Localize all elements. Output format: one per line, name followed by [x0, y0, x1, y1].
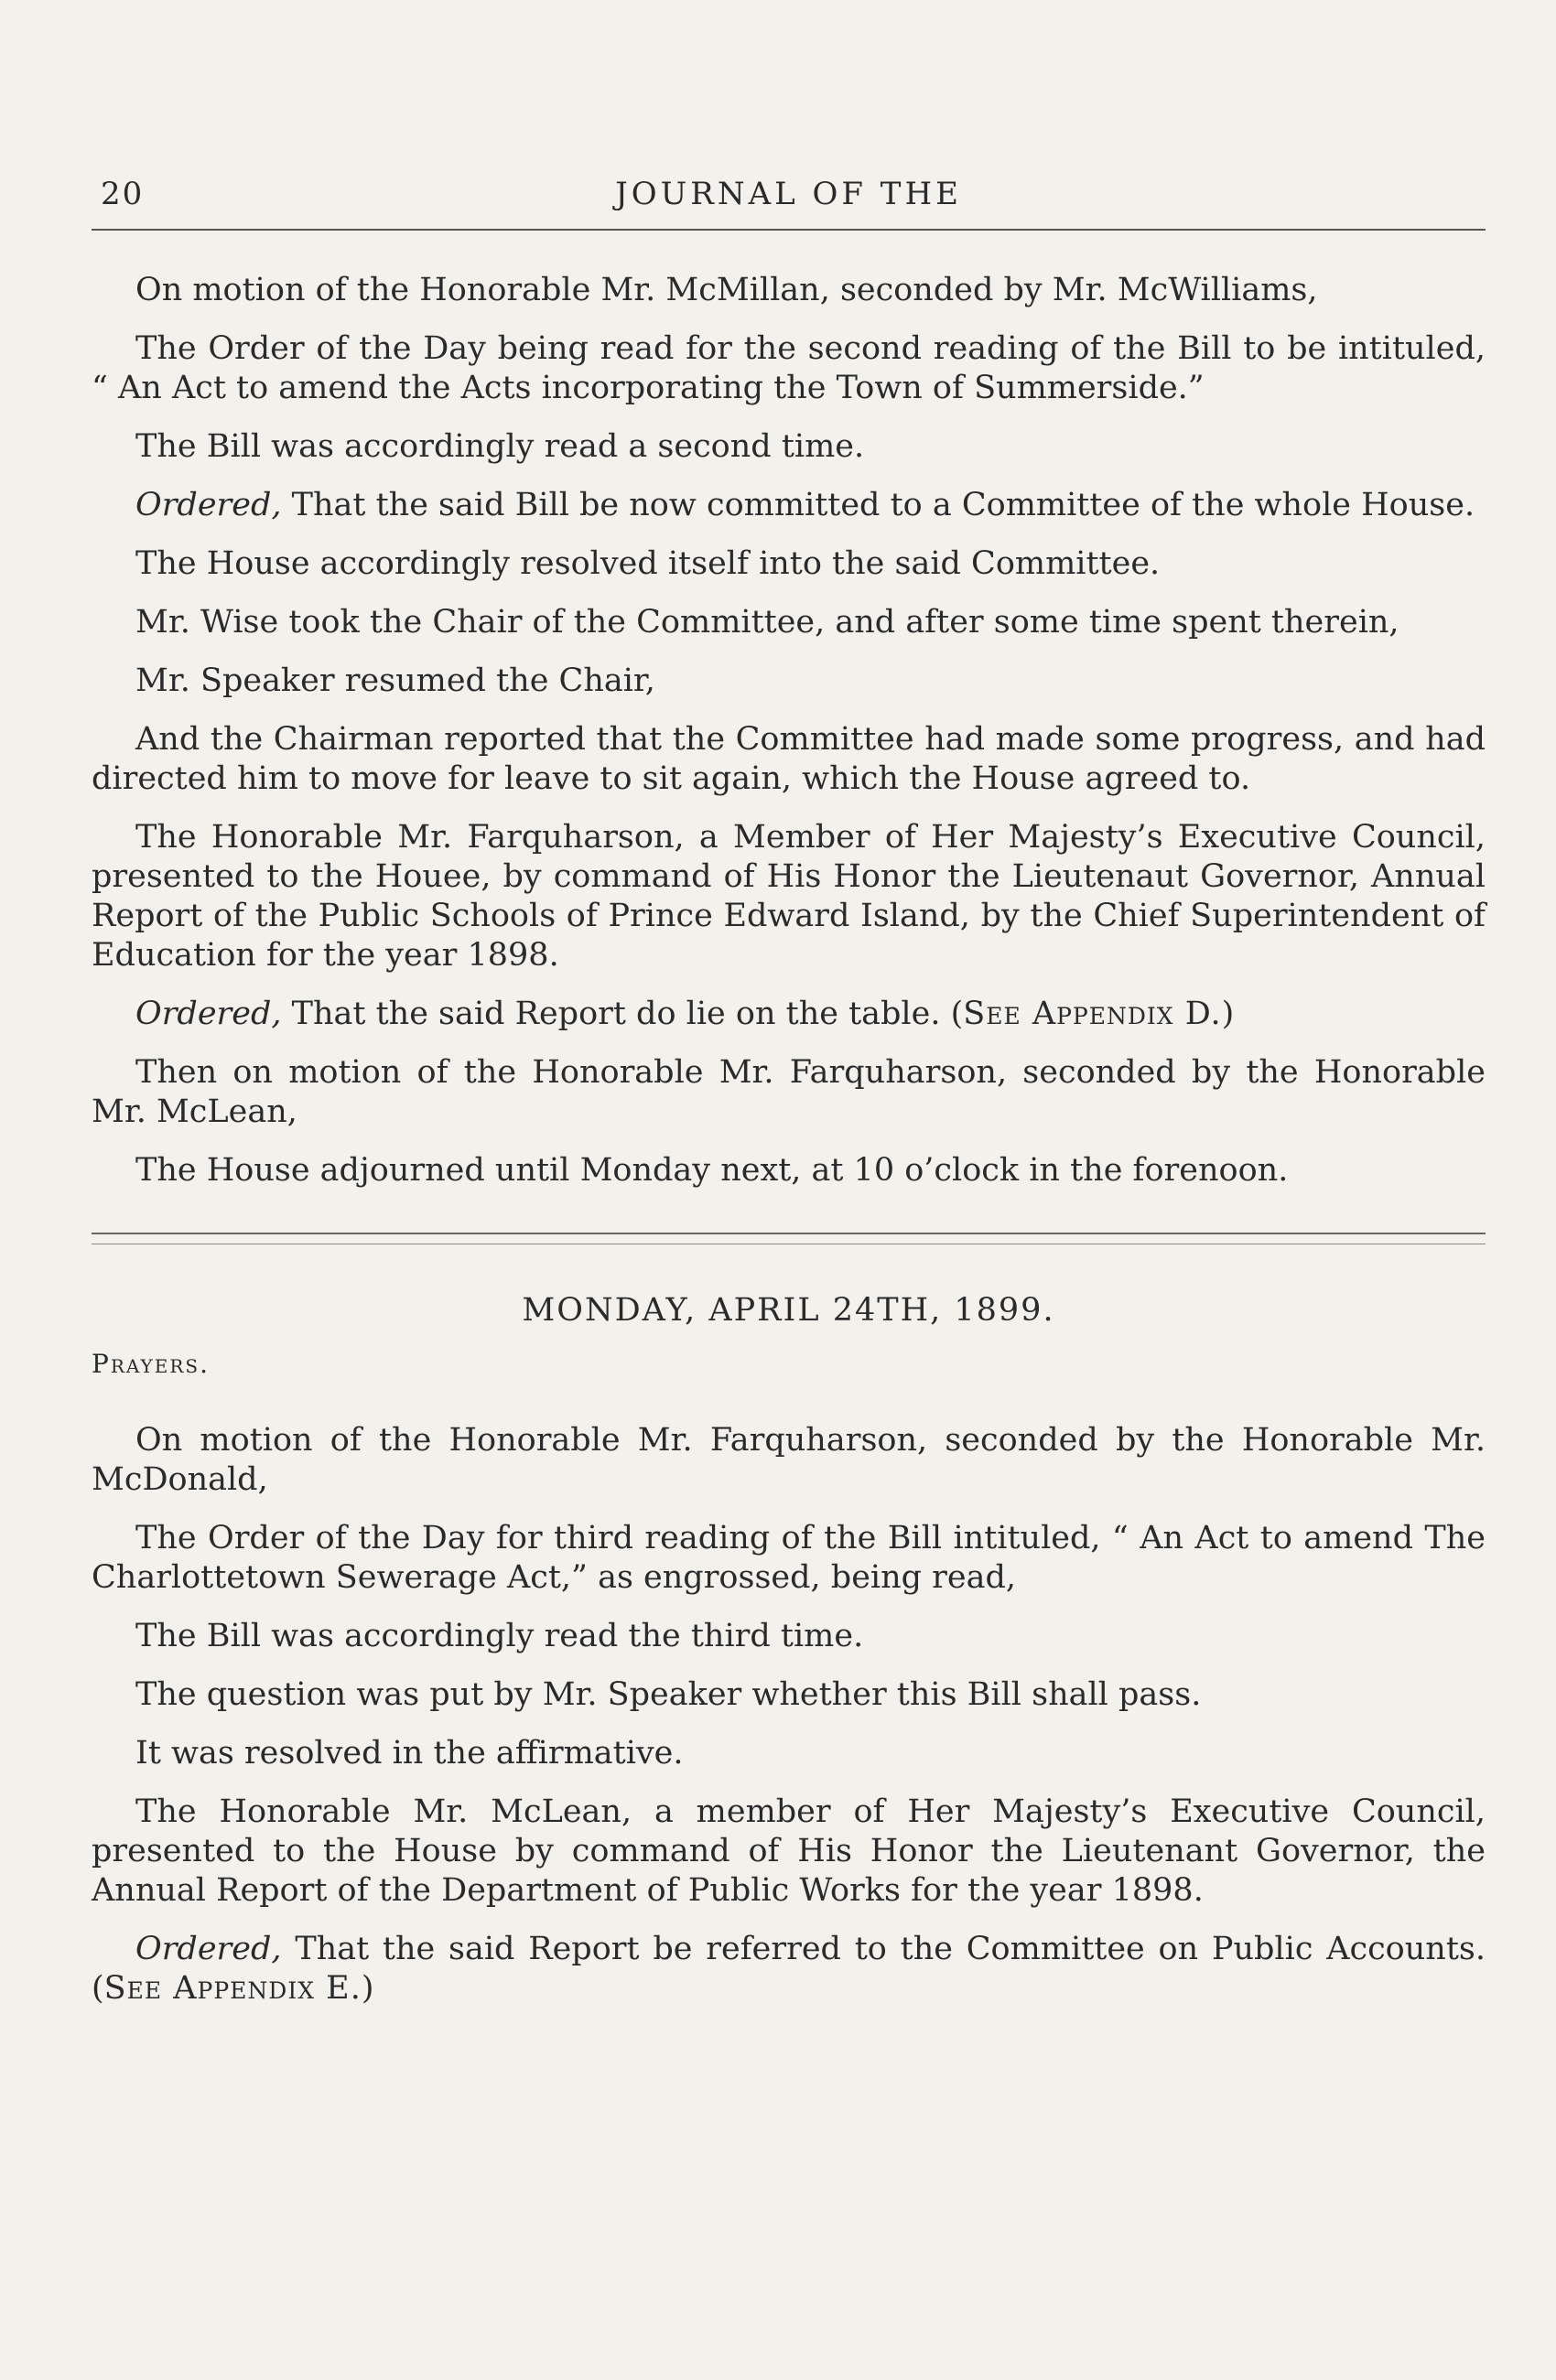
- running-head: JOURNAL OF THE: [615, 176, 962, 212]
- page-number: 20: [101, 176, 145, 212]
- paragraph: The House adjourned until Monday next, at 10 o’clock in the forenoon.: [135, 1152, 1289, 1189]
- paragraph: The Bill was accordingly read a second time.: [135, 428, 865, 465]
- paragraph: The Order of the Day being read for the second reading of the Bill to be intituled, “ An Act to amend the Acts incorporating the Town of Summerside.”: [92, 330, 1486, 406]
- appendix-reference: See Appendix D.: [963, 996, 1222, 1032]
- paragraph: And the Chairman reported that the Committee had made some progress, and had directed him to move for leave to sit again, which the House agreed to.: [92, 721, 1486, 797]
- prayers-label: Prayers.: [92, 1349, 210, 1379]
- paragraph: The Honorable Mr. Farquharson, a Member of Her Majesty’s Executive Council, presented to the Houee, by command of His Honor the Lieutenaut Governor, Annual Report of the Public Schools of Prince Edward Island, by the Chief Superintendent of Education for the year 1898.: [92, 819, 1486, 974]
- page-header: [92, 165, 1486, 220]
- paragraph: [92, 486, 1486, 525]
- paragraph: The question was put by Mr. Speaker whether this Bill shall pass.: [135, 1676, 1202, 1713]
- paragraph: [92, 1930, 1486, 2008]
- journal-page: [92, 165, 1486, 2028]
- ordered-label: Ordered,: [135, 1931, 282, 1967]
- paragraph: Mr. Wise took the Chair of the Committee, and after some time spent therein,: [135, 604, 1399, 641]
- paragraph-text: That the said Bill be now committed to a Committee of the whole House.: [281, 487, 1475, 523]
- header-rule: [92, 229, 1486, 231]
- paragraph: On motion of the Honorable Mr. Farquharson, seconded by the Honorable Mr. McDonald,: [92, 1422, 1486, 1498]
- paragraph: The Bill was accordingly read the third time.: [135, 1618, 864, 1654]
- paragraph: On motion of the Honorable Mr. McMillan, seconded by Mr. McWilliams,: [135, 272, 1318, 308]
- section-divider: [92, 1233, 1486, 1244]
- paragraph: Mr. Speaker resumed the Chair,: [135, 662, 655, 699]
- paragraph: The House accordingly resolved itself into the said Committee.: [135, 545, 1161, 582]
- paragraph: The Order of the Day for third reading of the Bill intituled, “ An Act to amend The Charlottetown Sewerage Act,” as engrossed, being read,: [92, 1520, 1486, 1596]
- date-heading: MONDAY, APRIL 24TH, 1899.: [522, 1292, 1055, 1329]
- paragraph-text: ): [361, 1970, 374, 2007]
- appendix-reference: See Appendix E.: [103, 1970, 362, 2007]
- paragraph: [92, 995, 1486, 1034]
- paragraph-text: ): [1221, 996, 1235, 1032]
- paragraph-text: That the said Report do lie on the table. (: [281, 996, 964, 1032]
- ordered-label: Ordered,: [135, 996, 282, 1032]
- ordered-label: Ordered,: [135, 487, 282, 523]
- paragraph-text: That the said Report be referred to the Committee on Public Accounts. (: [92, 1931, 1486, 2007]
- paragraph: The Honorable Mr. McLean, a member of Her Majesty’s Executive Council, presented to the House by command of His Honor the Lieutenant Governor, the Annual Report of the Department of Public Works for the year 1898.: [92, 1793, 1486, 1909]
- paragraph: It was resolved in the affirmative.: [135, 1735, 684, 1772]
- paragraph: Then on motion of the Honorable Mr. Farquharson, seconded by the Honorable Mr. McLean,: [92, 1054, 1486, 1130]
